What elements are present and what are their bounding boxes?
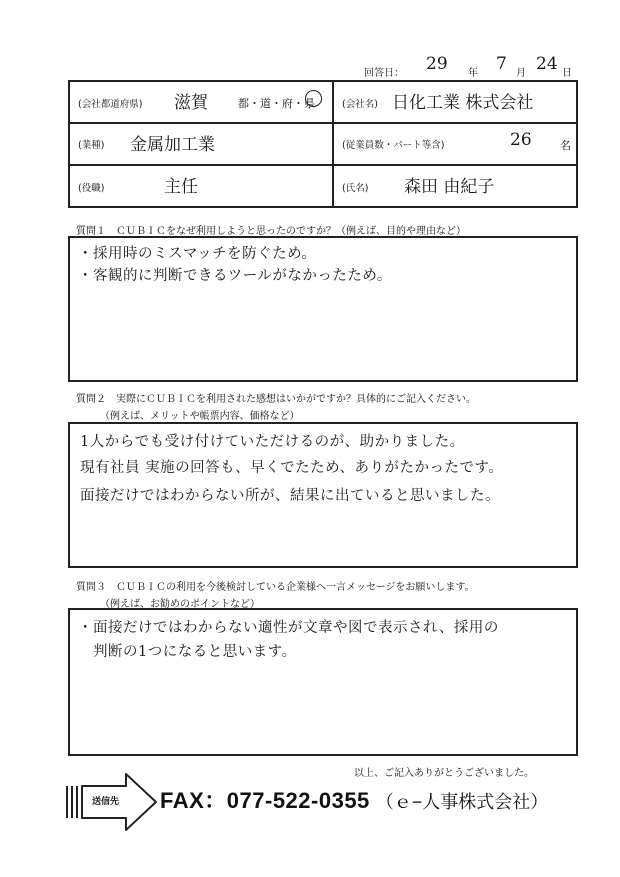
prefecture-circle-mark	[305, 90, 322, 107]
question-3-title: 質問３ ＣＵＢＩＣの利用を今後検討している企業様へ一言メッセージをお願いします。	[76, 582, 475, 593]
question-2-subtitle: （例えば、メリットや帳票内容、価格など）	[100, 411, 300, 422]
closing-message: 以上、ご記入ありがとうございました。	[354, 768, 534, 779]
answer-date-day: 24	[536, 54, 558, 74]
role-label: (役職)	[78, 183, 105, 194]
table-divider-row2	[70, 164, 576, 166]
company-value: 日化工業 株式会社	[392, 93, 534, 113]
question-2-title: 質問２ 実際にＣＵＢＩＣを利用された感想はいかがですか？具体的にご記入ください。	[76, 394, 476, 405]
year-unit: 年	[468, 68, 478, 79]
prefecture-suffix: 都・道・府・県	[238, 97, 315, 110]
table-divider-vertical	[332, 82, 334, 206]
question-3-answer-line: ・面接だけではわからない適性が文章や図で表示され、採用の	[78, 620, 499, 636]
question-1-answer-line: ・採用時のミスマッチを防ぐため。	[78, 246, 317, 262]
role-value: 主任	[164, 177, 198, 197]
name-value: 森田 由紀子	[404, 177, 495, 197]
industry-label: (業種)	[78, 140, 105, 151]
send-arrow-icon	[62, 772, 160, 832]
question-2-answer-line: 1人からでも受け付けていただけるのが、助かりました。	[80, 434, 465, 450]
table-divider-row1	[70, 122, 576, 124]
question-1-title: 質問１ ＣＵＢＩＣをなぜ利用しようと思ったのですか？（例えば、目的や理由など）	[76, 226, 466, 237]
question-1-answer-line: ・客観的に判断できるツールがなかったため。	[78, 268, 392, 284]
prefecture-value: 滋賀	[174, 93, 208, 113]
question-2-answer-box	[68, 422, 578, 568]
question-3-answer-box	[68, 608, 578, 756]
question-1-answer-box	[68, 236, 578, 382]
send-to-label: 送信先	[92, 797, 120, 807]
prefecture-label: (会社都道府県)	[78, 99, 143, 110]
question-3-subtitle: （例えば、お勧めのポイントなど）	[100, 599, 260, 610]
answer-date-label: 回答日：	[364, 68, 404, 79]
day-unit: 日	[562, 68, 572, 79]
respondent-info-table	[68, 80, 578, 208]
employees-label: (従業員数・パート等含)	[342, 140, 445, 151]
month-unit: 月	[516, 68, 526, 79]
fax-line	[160, 784, 548, 815]
fax-company: （ｅ−人事株式会社）	[375, 792, 549, 812]
employees-unit: 名	[560, 139, 571, 152]
name-label: (氏名)	[342, 183, 369, 194]
answer-date-month: 7	[496, 54, 507, 74]
question-2-answer-line: 現有社員 実施の回答も、早くでたため、ありがたかったです。	[80, 460, 504, 476]
question-3-answer-line: 判断の1つになると思います。	[78, 644, 297, 660]
question-2-answer-line: 面接だけではわからない所が、結果に出ていると思いました。	[80, 488, 500, 504]
company-label: (会社名)	[342, 99, 378, 110]
employees-value: 26	[510, 130, 532, 150]
industry-value: 金属加工業	[130, 135, 215, 155]
fax-number: FAX：077-522-0355	[160, 788, 370, 813]
answer-date-year: 29	[426, 54, 448, 74]
